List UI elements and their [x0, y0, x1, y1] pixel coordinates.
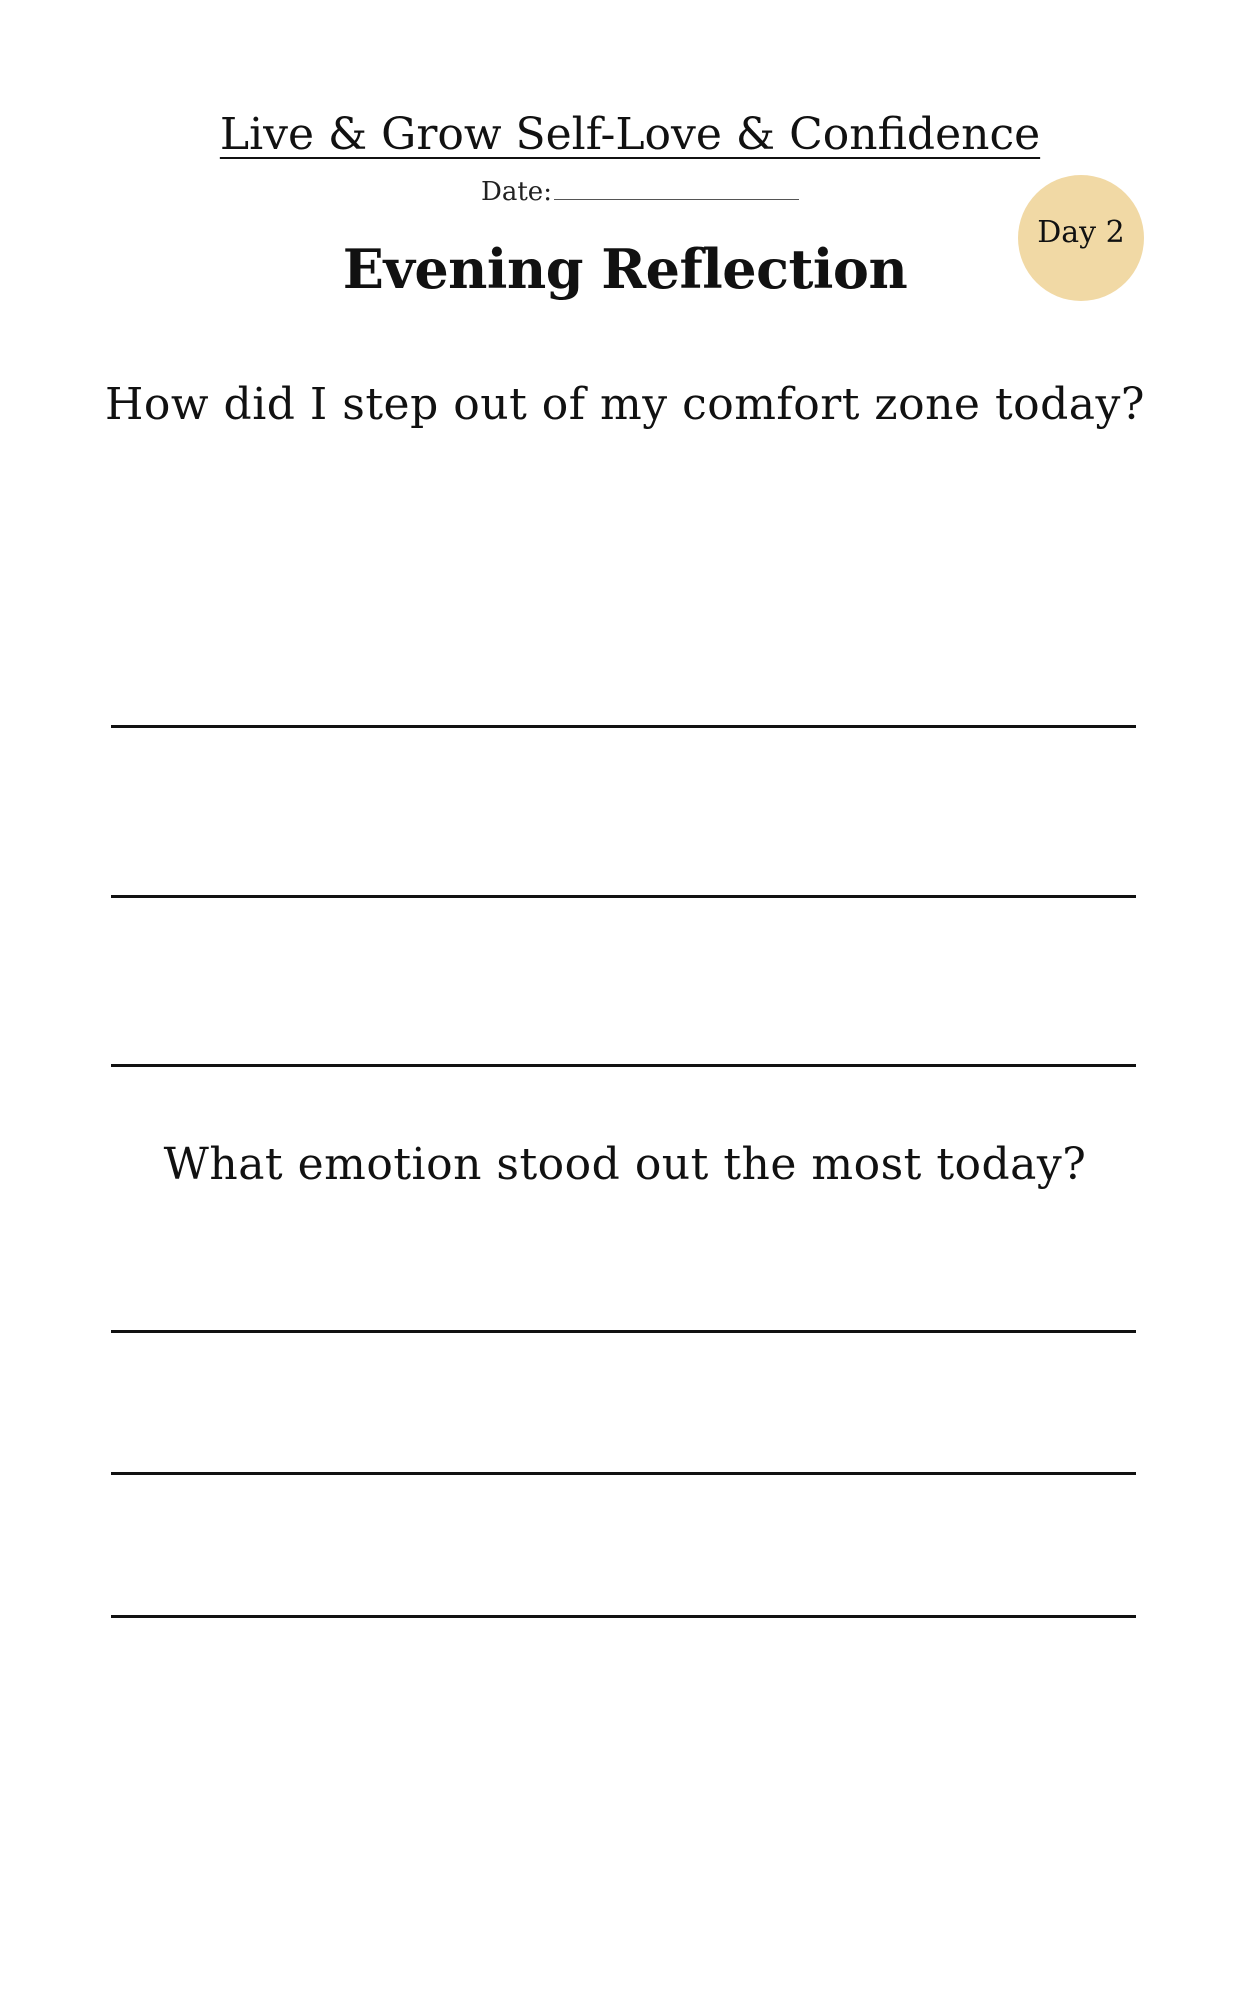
writing-line-1-3[interactable] [111, 1064, 1136, 1067]
prompt-question-1: How did I step out of my comfort zone today? [105, 379, 1145, 430]
writing-line-1-1[interactable] [111, 725, 1136, 728]
date-field-line[interactable] [554, 177, 799, 200]
writing-line-2-3[interactable] [111, 1615, 1136, 1618]
date-label: Date: [481, 177, 552, 207]
writing-line-2-1[interactable] [111, 1330, 1136, 1333]
writing-line-1-2[interactable] [111, 895, 1136, 898]
writing-line-2-2[interactable] [111, 1472, 1136, 1475]
day-badge-label: Day 2 [1037, 214, 1125, 250]
series-title: Live & Grow Self-Love & Confidence [219, 109, 1041, 160]
page-title: Evening Reflection [342, 237, 908, 301]
prompt-question-2: What emotion stood out the most today? [163, 1139, 1087, 1190]
